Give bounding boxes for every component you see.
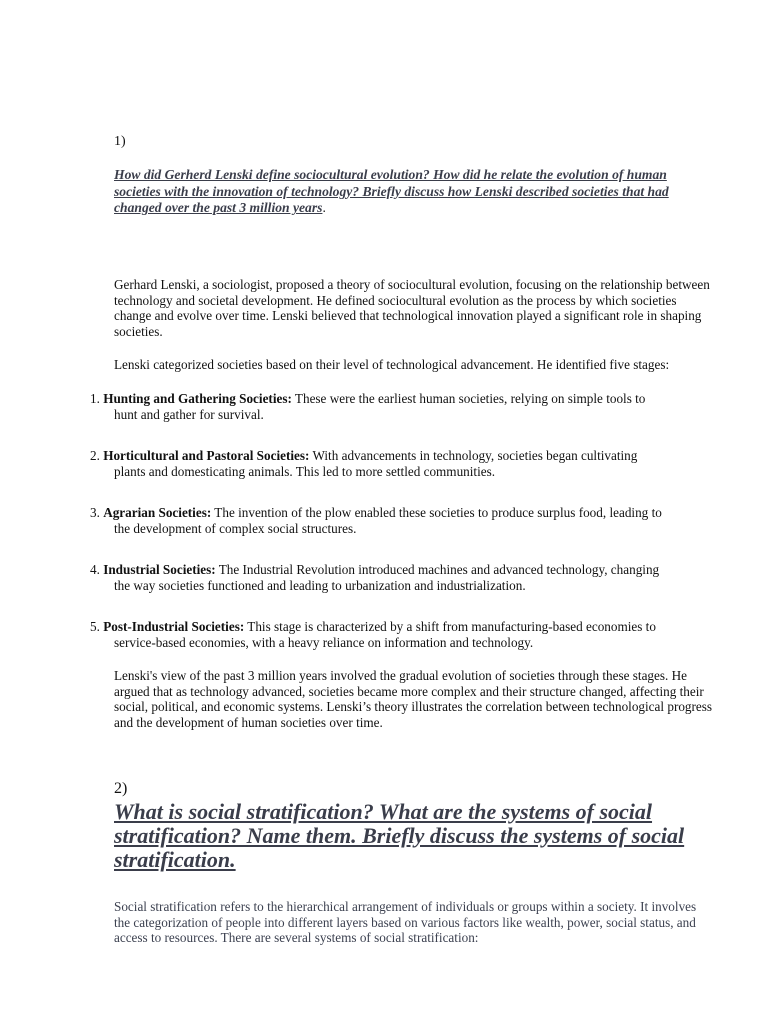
lenski-view-paragraph: Lenski's view of the past 3 million years involved the gradual evolution of societies through these stages. He argued that as technology advanced, societies became more complex and their structure changed, affecting their social, political, and economic systems. Lenski’s theory illustrates the correlation between technological progress and the development of human societies over time. — [114, 668, 713, 731]
list-item-text: These were the earliest human societies, relying on simple tools to — [291, 391, 646, 406]
list-item-number: 2. — [90, 448, 100, 463]
list-item-text: The invention of the plow enabled these societies to produce surplus food, leading to — [211, 505, 662, 520]
list-item-heading: Post-Industrial Societies: — [103, 619, 245, 634]
list-item-heading: Horticultural and Pastoral Societies: — [103, 448, 310, 463]
list-item-number: 4. — [90, 562, 100, 577]
categorization-paragraph: Lenski categorized societies based on their level of technological advancement. He identified five stages: — [114, 357, 670, 372]
question-1-number: 1) — [114, 134, 126, 149]
list-item — [90, 448, 710, 479]
intro-paragraph: Gerhard Lenski, a sociologist, proposed a theory of sociocultural evolution, focusing on the relationship between technology and societal development. He defined sociocultural evolution as the process by which societies change and evolve over time. Lenski believed that technological innovation played a significant role in shaping societies. — [114, 277, 710, 340]
list-item-number: 1. — [90, 391, 100, 406]
list-item — [90, 391, 710, 422]
list-item-continuation: the development of complex social structures. — [114, 520, 357, 536]
question-1-text: How did Gerherd Lenski define sociocultural evolution? How did he relate the evolution of human societies with the innovation of technology? Briefly discuss how Lenski described societies that had changed over the past 3 million years — [114, 167, 669, 216]
list-item — [90, 619, 710, 650]
question-1-period: . — [322, 200, 326, 216]
list-item-text: The Industrial Revolution introduced machines and advanced technology, changing — [215, 562, 660, 577]
list-item-heading: Hunting and Gathering Societies: — [103, 391, 292, 406]
list-item-text: This stage is characterized by a shift from manufacturing-based economies to — [244, 619, 656, 634]
list-item — [90, 505, 710, 536]
list-item-text: With advancements in technology, societies began cultivating — [309, 448, 638, 463]
list-item-heading: Agrarian Societies: — [103, 505, 212, 520]
question-2-title: What is social stratification? What are the systems of social stratification? Name them. Briefly discuss the systems of social stratification. — [114, 799, 685, 872]
list-item-heading: Industrial Societies: — [103, 562, 216, 577]
list-item — [90, 562, 710, 593]
list-item-continuation: the way societies functioned and leading to urbanization and industrialization. — [114, 577, 526, 593]
list-item-number: 3. — [90, 505, 100, 520]
stratification-paragraph: Social stratification refers to the hierarchical arrangement of individuals or groups within a society. It involves the categorization of people into different layers based on various factors like wealth, power, social status, and access to resources. There are several systems of social stratification: — [114, 899, 697, 946]
question-1-title — [114, 167, 694, 217]
list-item-number: 5. — [90, 619, 100, 634]
question-2-number: 2) — [114, 780, 128, 797]
list-item-continuation: service-based economies, with a heavy reliance on information and technology. — [114, 634, 534, 650]
list-item-continuation: plants and domesticating animals. This led to more settled communities. — [114, 463, 496, 479]
list-item-continuation: hunt and gather for survival. — [114, 406, 264, 422]
